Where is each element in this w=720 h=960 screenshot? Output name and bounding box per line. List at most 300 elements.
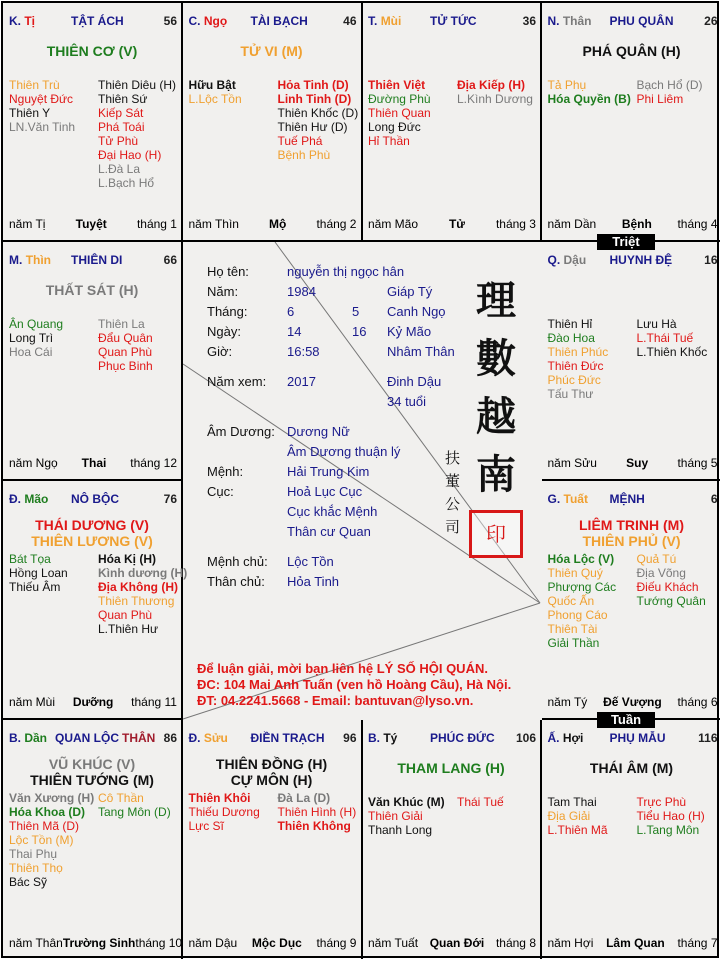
life-stage: Lâm Quan <box>606 936 665 950</box>
month-label: tháng 4 <box>677 217 718 231</box>
star-list-right <box>98 552 187 636</box>
info-label: Năm xem: <box>207 374 267 389</box>
main-stars <box>183 43 361 59</box>
main-stars <box>3 43 181 59</box>
info-label: Âm Dương: <box>207 424 275 439</box>
minor-star: Hóa Quyền (B) <box>547 92 631 106</box>
palace-name-text: PHÚC ĐỨC <box>430 731 495 745</box>
info-value: 1984 <box>287 284 316 299</box>
palace-footer <box>189 217 357 231</box>
red-seal-icon: 印 <box>469 510 523 558</box>
minor-star: Thiên Y <box>9 106 51 120</box>
main-stars <box>3 517 181 549</box>
life-stage: Tuyệt <box>75 217 107 231</box>
info-label: Mệnh: <box>207 464 244 479</box>
minor-star: Điếu Khách <box>636 580 699 594</box>
earthly-branch: Thân <box>562 14 592 28</box>
star-list-left <box>9 791 98 889</box>
main-star: THÁI DƯƠNG (V) <box>35 517 149 533</box>
main-star: CỰ MÔN (H) <box>230 772 313 788</box>
palace-name-text: NÔ BỘC <box>71 492 119 506</box>
main-star: TỬ VI (M) <box>240 43 303 59</box>
logo-calligraphy: 理 數 越 南 <box>476 277 516 498</box>
minor-star: Thiên Trù <box>9 78 60 92</box>
minor-star: Đường Phù <box>368 92 431 106</box>
main-star: THIÊN LƯƠNG (V) <box>31 533 153 549</box>
palace-footer <box>368 217 536 231</box>
palace-name <box>71 492 119 506</box>
palace-header <box>9 14 177 28</box>
info-label: Cục: <box>207 484 234 499</box>
minor-star: Tả Phụ <box>547 78 587 92</box>
earthly-branch: Hợi <box>562 731 584 745</box>
palace-name <box>251 14 308 28</box>
palace-name <box>430 14 477 28</box>
info-label: Giờ: <box>207 344 233 359</box>
minor-star: Lưu Hà <box>636 317 677 331</box>
palace-name-text: HUYNH ĐỆ <box>609 253 673 267</box>
palace-cell <box>3 720 183 959</box>
than-marker: THÂN <box>122 731 156 745</box>
minor-star: Tấu Thư <box>547 387 594 401</box>
month-label: tháng 9 <box>316 936 357 950</box>
heavenly-stem: Ấ. <box>547 731 560 745</box>
main-stars <box>542 760 720 776</box>
palace-age: 36 <box>522 14 536 28</box>
star-list-left <box>9 552 98 594</box>
star-list-right <box>98 78 187 190</box>
minor-star: Nguyệt Đức <box>9 92 74 106</box>
minor-star: Thiên Hỉ <box>547 317 593 331</box>
main-star: THAM LANG (H) <box>397 760 505 776</box>
minor-star: Hữu Bật <box>188 78 236 92</box>
minor-star: Đào Hoa <box>547 331 595 345</box>
palace-footer <box>548 217 718 231</box>
info-value: 14 <box>287 324 302 339</box>
minor-star: L.Thiên Hư <box>98 622 159 636</box>
minor-star: Thiếu Âm <box>9 580 61 594</box>
minor-star: Địa Giải <box>547 809 591 823</box>
info-canchi: Đinh Dậu <box>387 374 442 389</box>
earthly-branch: Mão <box>24 492 49 506</box>
palace-name <box>610 253 673 267</box>
palace-age: 116 <box>698 731 718 745</box>
month-label: tháng 2 <box>316 217 357 231</box>
tuan-marker: Tuần <box>597 712 655 728</box>
palace-name-text: TỬ TỨC <box>430 14 477 28</box>
month-label: tháng 11 <box>131 695 177 709</box>
heavenly-stem: K. <box>9 14 21 28</box>
minor-star: Hồng Loan <box>9 566 68 580</box>
minor-star: Phượng Các <box>547 580 617 594</box>
info-label: Năm: <box>207 284 239 299</box>
palace-cell <box>3 3 183 242</box>
tu-vi-chart <box>1 1 719 958</box>
info-label: Tháng: <box>207 304 248 319</box>
info-value: 6 <box>287 304 295 319</box>
minor-star: Tam Thai <box>547 795 597 809</box>
heavenly-stem: B. <box>9 731 21 745</box>
star-list-left <box>548 552 637 650</box>
palace-name <box>55 731 155 745</box>
info-value: 16:58 <box>287 344 320 359</box>
life-stage: Mộc Dục <box>251 936 302 950</box>
palace-name-text: TÀI BẠCH <box>250 14 308 28</box>
star-list-left <box>548 317 637 401</box>
minor-star: Kình dương (H) <box>98 566 188 580</box>
palace-header <box>9 492 177 506</box>
info-value: Âm Dương thuận lý <box>287 444 401 459</box>
heavenly-stem: M. <box>9 253 23 267</box>
palace-name-text: TẬT ÁCH <box>71 14 124 28</box>
minor-star: Hỉ Thần <box>368 134 410 148</box>
minor-star: Thiên Diêu (H) <box>98 78 177 92</box>
palace-age: 76 <box>163 492 177 506</box>
main-star: LIÊM TRINH (M) <box>579 517 684 533</box>
palace-header <box>9 731 177 745</box>
earthly-branch: Sửu <box>203 731 228 745</box>
minor-star: Thiên Quan <box>368 106 431 120</box>
star-list-right <box>457 795 546 809</box>
info-canchi: 34 tuổi <box>387 394 427 409</box>
main-stars <box>183 756 361 788</box>
minor-star: Quả Tú <box>636 552 677 566</box>
year-label: năm Thìn <box>188 217 239 231</box>
earthly-branch: Mùi <box>380 14 402 28</box>
year-label: năm Hợi <box>547 936 594 950</box>
minor-star: Thiên Đức <box>547 359 604 373</box>
palace-footer <box>9 695 177 709</box>
minor-star: Đẩu Quân <box>98 331 153 345</box>
info-canchi: Giáp Tý <box>387 284 433 299</box>
star-list-left <box>9 317 98 359</box>
minor-star: Bạch Hổ (D) <box>636 78 703 92</box>
life-stage: Suy <box>626 456 649 470</box>
palace-name <box>430 731 495 745</box>
main-star: THIÊN ĐỒNG (H) <box>215 756 328 772</box>
heavenly-stem: T. <box>368 14 378 28</box>
main-stars <box>3 756 181 788</box>
minor-star: Địa Không (H) <box>98 580 178 594</box>
palace-header <box>548 731 718 745</box>
minor-star: Văn Xương (H) <box>9 791 95 805</box>
info-value: Hoả Lục Cục <box>287 484 363 499</box>
palace-footer <box>9 936 183 950</box>
star-list-right <box>278 791 367 833</box>
palace-footer <box>368 936 536 950</box>
earthly-branch: Dần <box>24 731 48 745</box>
palace-name <box>610 14 674 28</box>
minor-star: Thái Tuế <box>457 795 504 809</box>
palace-age: 16 <box>704 253 718 267</box>
minor-star: Thiếu Dương <box>188 805 260 819</box>
info-canchi: Nhâm Thân <box>387 344 455 359</box>
minor-star: L.Lộc Tồn <box>188 92 242 106</box>
minor-star: Thiên Tài <box>547 622 598 636</box>
minor-star: L.Bạch Hổ <box>98 176 155 190</box>
earthly-branch: Ngọ <box>203 14 228 28</box>
life-stage: Quan Đới <box>429 936 485 950</box>
info-value: nguyễn thị ngọc hân <box>287 264 405 279</box>
minor-star: Kiếp Sát <box>98 106 144 120</box>
star-list-right <box>637 317 720 359</box>
palace-age: 6 <box>710 492 718 506</box>
minor-star: Bác Sỹ <box>9 875 48 889</box>
minor-star: Thanh Long <box>368 823 433 837</box>
year-label: năm Tị <box>9 217 46 231</box>
minor-star: Tướng Quân <box>636 594 706 608</box>
palace-name <box>71 14 124 28</box>
palace-cell <box>3 242 183 481</box>
palace-age: 56 <box>163 14 177 28</box>
palace-cell <box>3 481 188 720</box>
year-label: năm Dậu <box>188 936 238 950</box>
minor-star: Thiên Mã (D) <box>9 819 80 833</box>
minor-star: Thiên Hư (D) <box>277 120 348 134</box>
info-panel <box>183 242 541 720</box>
month-label: tháng 1 <box>136 217 177 231</box>
palace-footer <box>189 936 357 950</box>
palace-header <box>548 492 718 506</box>
minor-star: Thiên Thương <box>98 594 175 608</box>
minor-star: Ân Quang <box>9 317 64 331</box>
star-list-left <box>368 795 457 837</box>
palace-age: 66 <box>163 253 177 267</box>
info-label: Thân chủ: <box>207 574 265 589</box>
year-label: năm Mùi <box>9 695 56 709</box>
triet-marker: Triệt <box>597 234 655 250</box>
palace-name <box>610 731 666 745</box>
year-label: năm Dần <box>547 217 597 231</box>
earthly-branch: Thìn <box>25 253 52 267</box>
star-list-right <box>637 78 720 106</box>
info-canchi: Kỷ Mão <box>387 324 432 339</box>
minor-star: Thiên Giải <box>368 809 423 823</box>
minor-star: Hoa Cái <box>9 345 53 359</box>
minor-star: Giải Thần <box>547 636 600 650</box>
month-label: tháng 6 <box>677 695 718 709</box>
minor-star: L.Thiên Mã <box>547 823 608 837</box>
heavenly-stem: N. <box>547 14 560 28</box>
minor-star: L.Thiên Khốc <box>636 345 708 359</box>
info-lunar-value: 16 <box>352 324 367 339</box>
main-star: PHÁ QUÂN (H) <box>582 43 681 59</box>
month-label: tháng 3 <box>495 217 536 231</box>
minor-star: Phi Liêm <box>636 92 684 106</box>
main-stars <box>542 43 720 59</box>
palace-name-text: MỆNH <box>609 492 645 506</box>
palace-name-text: THIÊN DI <box>71 253 123 267</box>
life-stage: Trường Sinh <box>62 936 136 950</box>
year-label: năm Mão <box>368 217 419 231</box>
palace-header <box>9 253 177 267</box>
palace-cell <box>362 3 542 242</box>
minor-star: Đại Hao (H) <box>98 148 162 162</box>
palace-name <box>71 253 122 267</box>
info-value: Hải Trung Kim <box>287 464 370 479</box>
main-stars <box>3 282 181 298</box>
month-label: tháng 10 <box>135 936 183 950</box>
contact-info <box>197 661 511 709</box>
palace-name-text: PHU QUÂN <box>609 14 674 28</box>
minor-star: Địa Võng <box>636 566 686 580</box>
palace-header <box>189 14 357 28</box>
info-value: Thân cư Quan <box>287 524 371 539</box>
minor-star: L.Thái Tuế <box>636 331 694 345</box>
minor-star: Hóa Kị (H) <box>98 552 156 566</box>
month-label: tháng 12 <box>130 456 177 470</box>
logo-small-text: 扶 董 公 司 <box>445 449 461 536</box>
minor-star: Đà La (D) <box>277 791 331 805</box>
minor-star: Phong Cáo <box>547 608 608 622</box>
star-list-left <box>189 791 278 833</box>
minor-star: Thiên Khôi <box>188 791 251 805</box>
main-star: THIÊN CƠ (V) <box>46 43 138 59</box>
life-stage: Tử <box>448 217 465 231</box>
info-value: 2017 <box>287 374 316 389</box>
star-list-left <box>548 78 637 106</box>
minor-star: Thiên Khốc (D) <box>277 106 359 120</box>
info-lunar-value: 5 <box>352 304 360 319</box>
minor-star: Bát Tọa <box>9 552 51 566</box>
minor-star: Cô Thần <box>98 791 144 805</box>
life-stage: Bệnh <box>621 217 652 231</box>
minor-star: Thiên Sứ <box>98 92 148 106</box>
minor-star: Thiên La <box>98 317 145 331</box>
year-label: năm Thân <box>9 936 63 950</box>
year-label: năm Ngọ <box>9 456 58 470</box>
heavenly-stem: G. <box>547 492 561 506</box>
star-list-left <box>9 78 98 134</box>
minor-star: Tuế Phá <box>277 134 323 148</box>
minor-star: Thiên Quý <box>547 566 603 580</box>
palace-name <box>251 731 325 745</box>
minor-star: L.Đà La <box>98 162 141 176</box>
minor-star: Hóa Khoa (D) <box>9 805 85 819</box>
palace-header <box>189 731 357 745</box>
info-label: Mệnh chủ: <box>207 554 268 569</box>
info-label: Ngày: <box>207 324 241 339</box>
heavenly-stem: Đ. <box>9 492 21 506</box>
minor-star: LN.Văn Tinh <box>9 120 76 134</box>
main-star: THẤT SÁT (H) <box>45 282 139 298</box>
main-star: THIÊN PHỦ (V) <box>582 533 681 549</box>
minor-star: Hóa Lộc (V) <box>547 552 615 566</box>
star-list-left <box>548 795 637 837</box>
palace-footer <box>9 456 177 470</box>
minor-star: Long Trì <box>9 331 54 345</box>
month-label: tháng 8 <box>495 936 536 950</box>
minor-star: Văn Khúc (M) <box>368 795 445 809</box>
life-stage: Đế Vượng <box>603 695 662 709</box>
minor-star: Phục Binh <box>98 359 153 373</box>
heavenly-stem: Đ. <box>188 731 201 745</box>
palace-header <box>368 14 536 28</box>
palace-header <box>548 253 718 267</box>
minor-star: Thiên Thọ <box>9 861 63 875</box>
palace-name <box>610 492 645 506</box>
palace-footer <box>548 936 718 950</box>
info-canchi: Canh Ngọ <box>387 304 446 319</box>
palace-name-text: PHỤ MẪU <box>609 731 666 745</box>
minor-star: Tang Môn (D) <box>98 805 171 819</box>
minor-star: Quan Phù <box>98 345 153 359</box>
minor-star: Thiên Hình (H) <box>277 805 357 819</box>
contact-line: ĐT: 04.2241.5668 - Email: bantuvan@lyso.vn. <box>197 693 474 708</box>
heavenly-stem: C. <box>188 14 201 28</box>
earthly-branch: Tý <box>383 731 398 745</box>
palace-cell <box>542 3 720 242</box>
palace-age: 26 <box>704 14 718 28</box>
minor-star: Địa Kiếp (H) <box>457 78 526 92</box>
palace-age: 96 <box>343 731 357 745</box>
main-star: VŨ KHÚC (V) <box>48 756 136 772</box>
month-label: tháng 5 <box>677 456 718 470</box>
minor-star: Hỏa Tinh (D) <box>277 78 349 92</box>
minor-star: Lực Sĩ <box>188 819 224 833</box>
star-list-right <box>278 78 367 162</box>
minor-star: Thiên Phúc <box>547 345 609 359</box>
palace-age: 46 <box>343 14 357 28</box>
palace-header <box>548 14 718 28</box>
minor-star: Long Đức <box>368 120 421 134</box>
main-star: THIÊN TƯỚNG (M) <box>30 772 154 788</box>
palace-age: 106 <box>515 731 536 745</box>
palace-cell <box>542 481 720 720</box>
palace-footer <box>9 217 177 231</box>
heavenly-stem: B. <box>368 731 380 745</box>
month-label: tháng 7 <box>677 936 718 950</box>
info-label: Họ tên: <box>207 264 249 279</box>
palace-cell <box>542 720 720 959</box>
star-list-right <box>457 78 546 106</box>
earthly-branch: Tị <box>24 14 36 28</box>
palace-footer <box>548 695 718 709</box>
palace-name-text: ĐIỀN TRẠCH <box>250 731 325 745</box>
earthly-branch: Tuất <box>563 492 588 506</box>
palace-header <box>368 731 536 745</box>
main-star: THÁI ÂM (M) <box>589 760 674 776</box>
minor-star: Lộc Tồn (M) <box>9 833 74 847</box>
minor-star: Quốc Ấn <box>547 594 595 608</box>
minor-star: Linh Tinh (D) <box>277 92 352 106</box>
star-list-right <box>98 791 187 819</box>
main-stars <box>362 760 540 776</box>
star-list-right <box>637 552 720 608</box>
contact-line: ĐC: 104 Mai Anh Tuấn (ven hồ Hoàng Cầu), Hà Nội. <box>197 677 512 692</box>
minor-star: Thiên Việt <box>368 78 426 92</box>
minor-star: Thai Phụ <box>9 847 58 861</box>
palace-footer <box>548 456 718 470</box>
info-value: Lộc Tồn <box>287 554 334 569</box>
palace-cell <box>362 720 542 959</box>
minor-star: L.Tang Môn <box>636 823 700 837</box>
minor-star: Trực Phù <box>636 795 687 809</box>
palace-cell <box>183 720 363 959</box>
life-stage: Dưỡng <box>72 695 114 709</box>
palace-cell <box>183 3 363 242</box>
star-list-left <box>368 78 457 148</box>
minor-star: Thiên Không <box>277 819 351 833</box>
minor-star: Tử Phù <box>98 134 139 148</box>
info-value: Hỏa Tinh <box>287 574 340 589</box>
minor-star: Quan Phù <box>98 608 153 622</box>
info-value: Cục khắc Mệnh <box>287 504 378 519</box>
main-stars <box>542 517 720 549</box>
star-list-right <box>637 795 720 837</box>
life-stage: Mộ <box>269 217 287 231</box>
info-value: Dương Nữ <box>287 424 350 439</box>
